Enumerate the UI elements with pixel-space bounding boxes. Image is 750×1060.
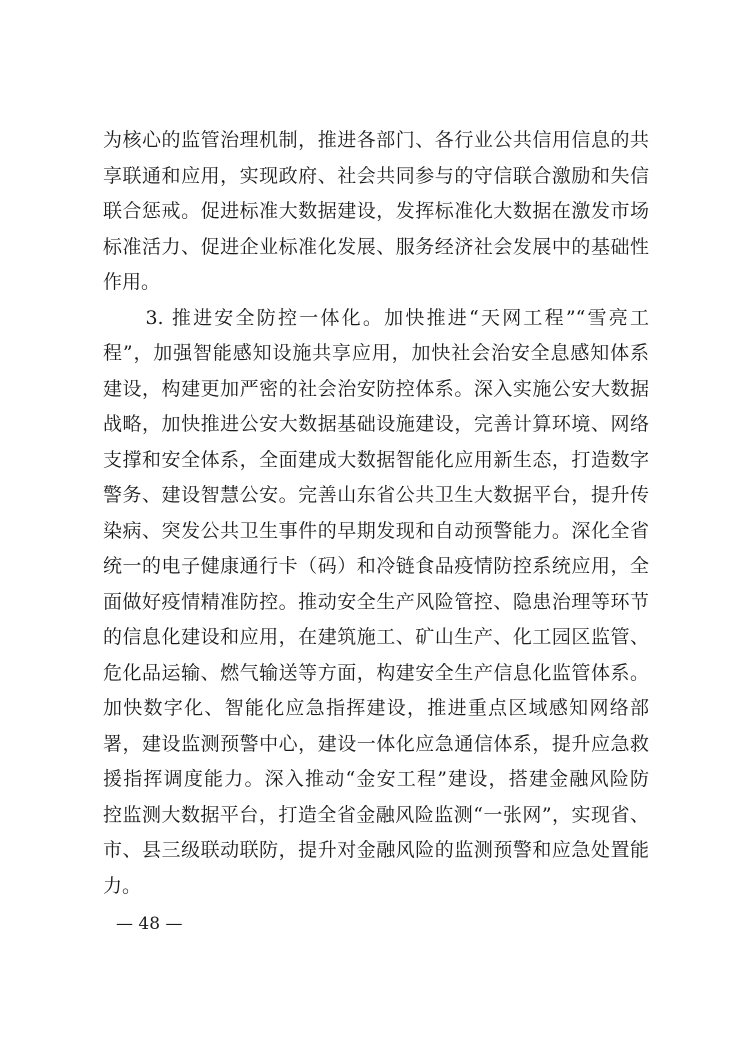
page-number: — 48 — <box>116 914 183 934</box>
text-line: 建设，构建更加严密的社会治安防控体系。深入实施公安大数据 <box>103 377 649 400</box>
body-text <box>103 123 649 904</box>
text-line: 市、县三级联动联防，提升对金融风险的监测预警和应急处置能 <box>103 839 649 861</box>
text-line: 作用。 <box>103 271 161 293</box>
text-line: 面做好疫情精准防控。推动安全生产风险管控、隐患治理等环节 <box>103 590 649 613</box>
text-line: 警务、建设智慧公安。完善山东省公共卫生大数据平台，提升传 <box>103 484 649 506</box>
text-line: 署，建设监测预警中心，建设一体化应急通信体系，提升应急救 <box>103 732 649 755</box>
text-line: 染病、突发公共卫生事件的早期发现和自动预警能力。深化全省 <box>103 519 649 542</box>
text-line: 力。 <box>103 874 142 897</box>
text-line: 的信息化建设和应用，在建筑施工、矿山生产、化工园区监管、 <box>103 626 649 648</box>
text-line: 危化品运输、燃气输送等方面，构建安全生产信息化监管体系。 <box>103 661 649 684</box>
text-line: 标准活力、促进企业标准化发展、服务经济社会发展中的基础性 <box>103 235 649 258</box>
text-line: 控监测大数据平台，打造全省金融风险监测“一张网”，实现省、 <box>103 803 649 826</box>
section-heading-line: 3. 推进安全防控一体化。加快推进“天网工程”“雪亮工 <box>103 306 649 329</box>
text-line: 援指挥调度能力。深入推动“金安工程”建设，搭建金融风险防 <box>103 768 649 790</box>
text-line: 支撑和安全体系，全面建成大数据智能化应用新生态，打造数字 <box>103 448 649 471</box>
text-line: 程”，加强智能感知设施共享应用，加快社会治安全息感知体系 <box>103 342 649 364</box>
text-line: 联合惩戒。促进标准大数据建设，发挥标准化大数据在激发市场 <box>103 200 649 222</box>
text-line: 享联通和应用，实现政府、社会共同参与的守信联合激励和失信 <box>103 164 649 187</box>
text-line: 统一的电子健康通行卡（码）和冷链食品疫情防控系统应用，全 <box>103 555 649 577</box>
text-line: 为核心的监管治理机制，推进各部门、各行业公共信用信息的共 <box>103 129 649 151</box>
text-line: 战略，加快推进公安大数据基础设施建设，完善计算环境、网络 <box>103 413 649 435</box>
text-line: 加快数字化、智能化应急指挥建设，推进重点区域感知网络部 <box>103 697 649 719</box>
